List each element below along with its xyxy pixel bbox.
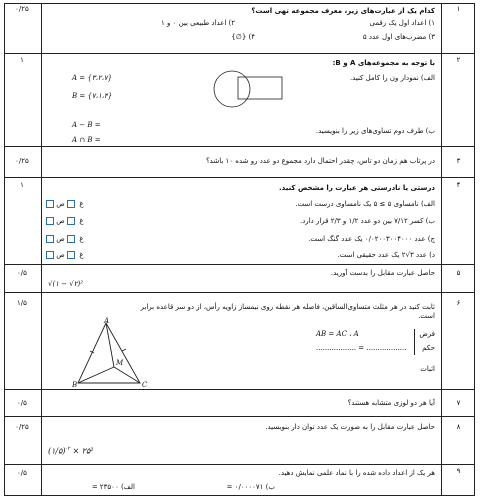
vertex-label: C [142, 381, 148, 389]
question-score: ۰/۵ [17, 469, 27, 477]
tf-statement: الف) نامساوی ۵ ≥ ۵ یک نامساوی درست است. [295, 200, 435, 208]
given-label: فرض [419, 330, 435, 338]
question-number: ۲ [456, 56, 461, 64]
question-title: آیا هر دو لوزی متشابه هستند؟ [347, 399, 435, 407]
question-title: در پرتاب هم زمان دو تاس، چقدر احتمال دارد مجموع دو عدد رو شده ۱۰ باشد؟ [205, 157, 435, 165]
expr-difference: A − B = [72, 121, 101, 129]
tf-choice-row: غ ص [46, 251, 84, 260]
row-divider [4, 264, 475, 265]
power-expression: (۱/۵)$^{-۲}$ × ۲۵² [48, 446, 94, 456]
question-title: حاصل عبارت مقابل را به صورت یک عدد توان دار بنویسید. [265, 423, 435, 431]
row-divider [4, 53, 475, 54]
question-number: ۵ [456, 269, 461, 277]
question-number: ۳ [456, 157, 461, 165]
part-b-text: ب) ۰/۰۰۰۰۷۱ = [226, 483, 275, 491]
set-b: B = {۷،۱،۴} [72, 92, 113, 100]
given-expression: AB = AC ، A [316, 330, 359, 338]
question-number: ۹ [456, 467, 461, 475]
false-checkbox[interactable] [46, 217, 54, 225]
radical-expression: √(۱ − √۲)² [48, 280, 84, 288]
true-checkbox[interactable] [67, 217, 75, 225]
question-score: ۱ [20, 56, 24, 64]
question-score: ۰/۲۵ [15, 423, 29, 431]
true-checkbox[interactable] [67, 200, 75, 208]
question-title: درستی یا نادرستی هر عبارت را مشخص کنید. [279, 184, 435, 192]
question-number: ۸ [456, 423, 461, 431]
question-score: ۰/۲۵ [15, 157, 29, 165]
option: ۱) اعداد اول یک رقمی [369, 19, 435, 27]
option: ۲) اعداد طبیعی بین ۰ و ۱ [160, 19, 235, 27]
row-divider [4, 416, 475, 417]
vertex-label: B [72, 381, 78, 389]
question-score: ۱ [20, 181, 24, 189]
question-title: ثابت کنید در هر مثلث متساوی‌الساقین، فاصله هر نقطه روی نیمساز زاویه رأس، از دو سر قاعده برابر است. [140, 303, 435, 320]
true-checkbox[interactable] [67, 251, 75, 259]
tf-statement: ب) کسر ۷/۱۲ بین دو عدد ۱/۲ و ۲/۳ قرار دارد. [299, 217, 435, 225]
proof-label: اثبات [420, 365, 435, 373]
question-number: ۱ [456, 5, 461, 13]
row-divider [4, 177, 475, 178]
question-number: ۴ [456, 181, 461, 189]
row-divider [4, 146, 475, 147]
question-score: ۰/۵ [17, 269, 27, 277]
part-b-text: ب) طرف دوم تساوی‌های زیر را بنویسید. [315, 127, 435, 135]
part-a-text: الف) نمودار ون را کامل کنید. [349, 74, 435, 82]
question-title: با توجه به مجموعه‌های A و B: [332, 59, 435, 67]
question-score: ۱/۵ [17, 299, 27, 307]
claim-expression: .................. = .................. [316, 344, 407, 352]
option: ۴) {∅} [231, 33, 255, 41]
set-a: A = {۳،۲،۷} [72, 74, 113, 82]
tf-statement: ج) عدد ۰/۰۲۰۰۳۰۰۴۰۰۰ یک عدد گنگ است. [308, 235, 435, 243]
false-checkbox[interactable] [46, 200, 54, 208]
question-title: حاصل عبارت مقابل را بدست آورید. [330, 269, 435, 277]
venn-diagram [210, 65, 290, 109]
isosceles-triangle-figure [70, 319, 156, 389]
question-title: هر یک از اعداد داده شده را با نماد علمی نمایش دهید. [278, 469, 435, 477]
question-score: ۰/۵ [17, 399, 27, 407]
question-number: ۶ [456, 299, 461, 307]
question-title: کدام یک از عبارت‌های زیر، معرف مجموعه تهی است؟ [251, 7, 435, 15]
true-checkbox[interactable] [67, 235, 75, 243]
exam-sheet [4, 3, 475, 496]
false-checkbox[interactable] [46, 251, 54, 259]
point-label: M [116, 359, 124, 367]
expr-intersection: A ∩ B = [72, 136, 101, 144]
row-divider [4, 464, 475, 465]
tf-statement: د) عدد ۳√۲ یک عدد حقیقی است. [337, 251, 435, 259]
question-number: ۷ [456, 399, 461, 407]
score-column-divider [41, 3, 42, 496]
vertex-label: A [104, 317, 110, 325]
option: ۳) مضرب‌های اول عدد ۵ [362, 33, 435, 41]
tf-choice-row: غ ص [46, 200, 84, 209]
part-a-text: الف) ۲۳۵۰۰ = [91, 483, 135, 491]
question-score: ۰/۲۵ [15, 5, 29, 13]
given-claim-bracket [414, 329, 415, 355]
claim-label: حکم [422, 344, 435, 352]
false-checkbox[interactable] [46, 235, 54, 243]
tf-choice-row: غ ص [46, 217, 84, 226]
row-divider [4, 292, 475, 293]
tf-choice-row: غ ص [46, 235, 84, 244]
